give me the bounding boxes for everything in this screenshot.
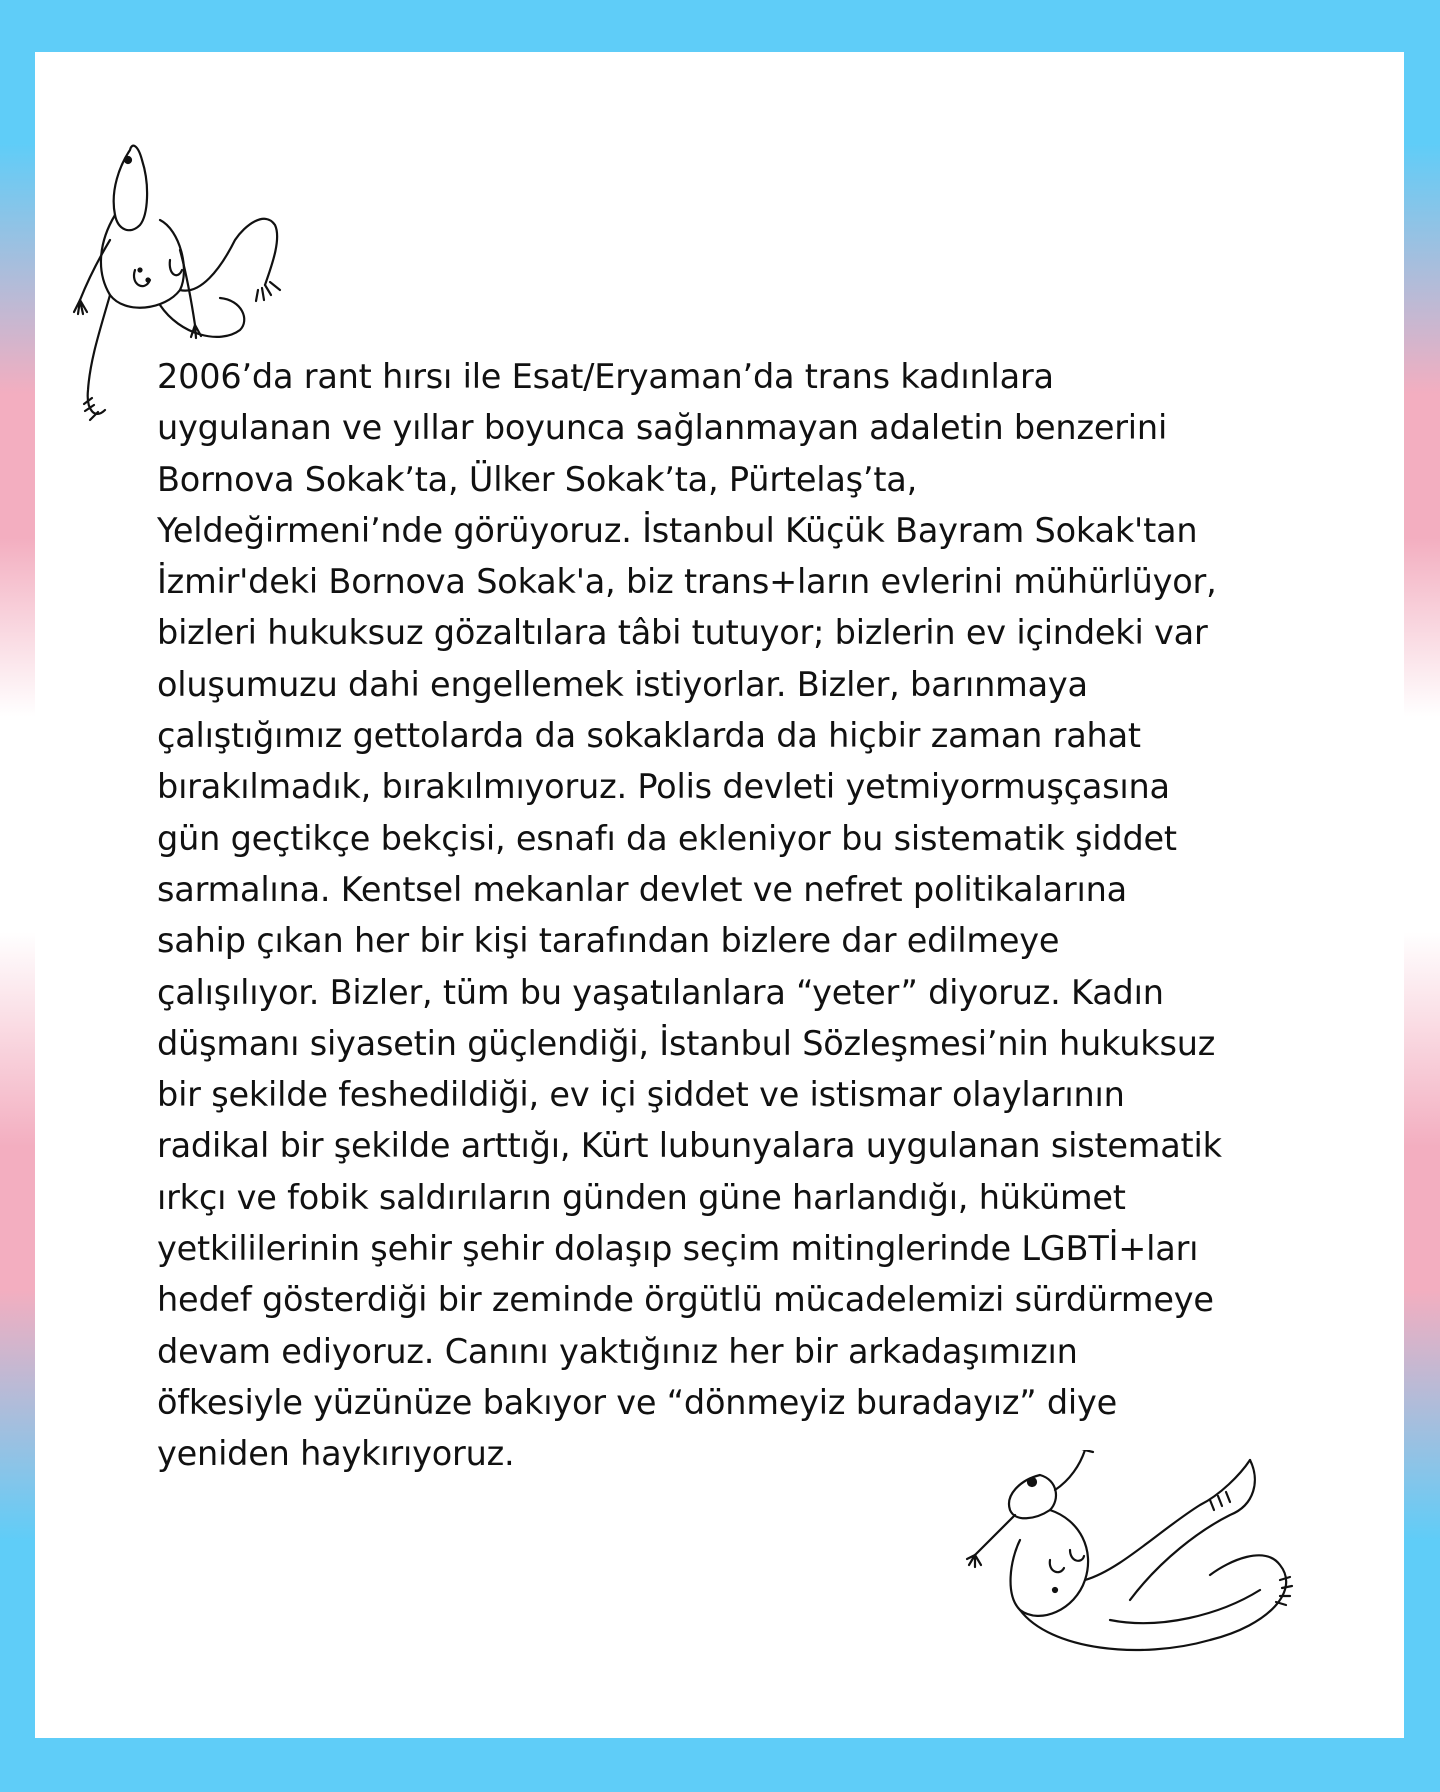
statement-line: gün geçtikçe bekçisi, esnafı da ekleniyor bu sistematik şiddet [157, 818, 1177, 858]
statement-line: öfkesiyle yüzünüze bakıyor ve “dönmeyiz buradayız” diye [157, 1382, 1118, 1422]
statement-line: ırkçı ve fobik saldırıların günden güne harlandığı, hükümet [157, 1177, 1126, 1217]
line-drawing-figure-icon [960, 1450, 1330, 1670]
statement-line: İzmir'deki Bornova Sokak'a, biz trans+ların evlerini mühürlüyor, [157, 562, 1217, 602]
statement-line: yetkililerinin şehir şehir dolaşıp seçim mitinglerinde LGBTİ+ları [157, 1229, 1199, 1269]
statement-line: radikal bir şekilde arttığı, Kürt lubunyalara uygulanan sistematik [157, 1126, 1222, 1166]
statement-line: Bornova Sokak’ta, Ülker Sokak’ta, Pürtelaş’ta, [157, 459, 918, 499]
statement-line: çalıştığımız gettolarda da sokaklarda da hiçbir zaman rahat [157, 716, 1141, 756]
statement-line: yeniden haykırıyoruz. [157, 1434, 515, 1474]
statement-line: bir şekilde feshedildiği, ev içi şiddet ve istismar olaylarının [157, 1075, 1125, 1115]
statement-line: bırakılmadık, bırakılmıyoruz. Polis devleti yetmiyormuşçasına [157, 767, 1170, 807]
statement-line: düşmanı siyasetin güçlendiği, İstanbul Sözleşmesi’nin hukuksuz [157, 1023, 1216, 1063]
statement-line: uygulanan ve yıllar boyunca sağlanmayan adaletin benzerini [157, 408, 1168, 448]
statement-line: bizleri hukuksuz gözaltılara tâbi tutuyor; bizlerin ev içindeki var [157, 613, 1208, 653]
statement-line: devam ediyoruz. Canını yaktığınız her bir arkadaşımızın [157, 1331, 1078, 1371]
statement-text [157, 351, 1297, 1480]
statement-line: sarmalına. Kentsel mekanlar devlet ve nefret politikalarına [157, 869, 1127, 909]
statement-line: sahip çıkan her bir kişi tarafından bizlere dar edilmeye [157, 921, 1060, 961]
statement-line: 2006’da rant hırsı ile Esat/Eryaman’da trans kadınlara [157, 357, 1054, 396]
statement-line: Yeldeğirmeni’nde görüyoruz. İstanbul Küçük Bayram Sokak'tan [157, 510, 1198, 550]
statement-line: oluşumuzu dahi engellemek istiyorlar. Bizler, barınmaya [157, 664, 1088, 704]
statement-line: hedef gösterdiği bir zeminde örgütlü mücadelemizi sürdürmeye [157, 1280, 1214, 1320]
statement-line: çalışılıyor. Bizler, tüm bu yaşatılanlara “yeter” diyoruz. Kadın [157, 972, 1164, 1012]
